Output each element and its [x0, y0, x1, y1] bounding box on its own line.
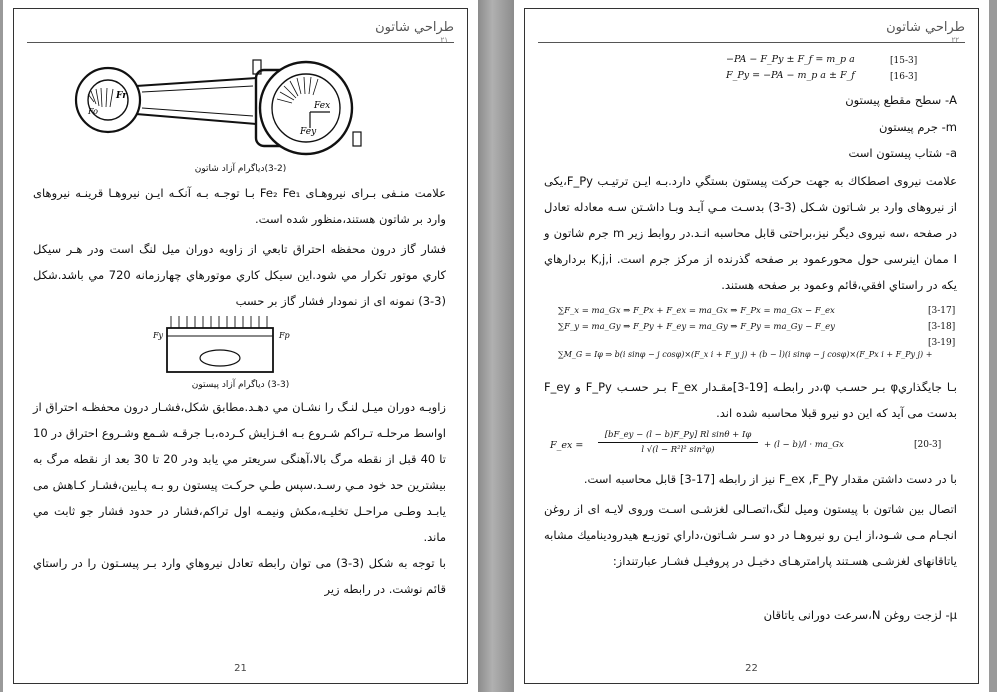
right-page-frame	[524, 8, 979, 684]
bolt-bottom	[353, 132, 361, 146]
equation-19: ∑M_G = Iφ ⇒ b(i sinφ − j cosφ)×(F_x i + F_y j) + (b − l)(i sinφ − j cosφ)×(F_Px i + F_Py j) +	[558, 350, 933, 359]
left-paragraph-4: با توجه به شكل (3-3) مى توان رابطه تعادل نيروهاي وارد بـر پيسـتون را در راستاي قائم نوشت. در رابطه زير	[33, 556, 447, 596]
equation-20-fraction	[598, 430, 758, 455]
page-gutter	[478, 0, 514, 692]
left-header-number: ۲۱	[440, 36, 448, 44]
right-paragraph-3: با در دست داشتن مقدار F_ex ,F_Py نيز از رابطه [17-3] قابل محاسبه است.	[583, 472, 957, 486]
equation-20-numerator: [bF_ey − (l − b)F_Py] Rl sinθ + Iφ	[598, 430, 758, 443]
right-page-number: 22	[745, 663, 758, 674]
equation-18: ∑F_y = ma_Gy ⇒ F_Py + F_ey = ma_Gy ⇒ F_Py = ma_Gy − F_ey	[558, 322, 835, 332]
left-paragraph-3: زاويـه دوران ميـل لنـگ را نشـان مي دهـد.مطابق شكل،فشـار درون محفظـه احتراق از اواسط مرحلـه تـراكم شـروع بـه افـزايش كـرده،بـا جرقـه شـمع وشـروع احتراق در 10 تا 40 قبل از نقطه مرگ بالا،آهنگى سريعتر مي يابد ودر 20 تا 30 بعد از نقطه مرگ به بيشترين حد خود مـي رسـد.سپس طـي حركـت پيستون رو بـه پـايين،فشـار كـاهش مى يابـد وطـى مراحـل تخليـه،مكش ونيمـه اول تراكم،فشار در حدود فشار جو ثابت مي ماند.	[33, 400, 446, 544]
definition-item-area: A- سطح مقطع پيستون	[845, 93, 957, 107]
pressure-arrows	[171, 316, 267, 328]
right-paragraph-5: μ- لزجت روغن N،سرعت دورانی یاتاقان	[763, 608, 957, 622]
right-header-title: طراحي شاتون	[886, 20, 965, 35]
connecting-rod-figure	[58, 52, 398, 160]
equation-20-number: [20-3]	[914, 440, 942, 450]
definition-item-mass: m- جرم پيستون	[878, 120, 957, 134]
label-fey: Fey	[300, 127, 317, 137]
right-page	[514, 0, 989, 692]
figure1-caption: (3-2)دیاگرام آزاد شاتون	[194, 164, 287, 174]
equation-15: −PA − F_Py ± F_f = m_p a	[726, 54, 855, 65]
label-fr: Fr	[116, 91, 127, 101]
small-end-outer	[76, 68, 140, 132]
right-paragraph-4: اتصال بين شاتون با پيستون وميل لنگ،اتصـالى لغزشـى اسـت وروى لايـه اى از روغن انجـام مـى شـود،از ايـن رو نيروهـا در دو سـر شـاتون،داراي توزيـع هيدروديناميك مشابه ياتاقانهاى لغزشـى هسـتند پارامترهـاى دخيـل در پروفيـل فشـار عبارتنداز:	[544, 502, 957, 568]
right-paragraph-1: علامت نيروى اصطكاك به جهت حركت پيستون بستگي دارد.بـه ايـن ترتيـب F_Py،يكى از نيروهاى وارد بر شـاتون شـكل (3-3) بدسـت مـي آيـد وبـا داشـتن سـه معادله تعادل در صفحه ،سه نيروى ديگر نيز،براحتى قابل محاسبه انـد.در روابط زير m جرم شاتون و I ممان اينرسى حول محورعمود بر صفحه گذرنده از مركز جرم است. K,j,i بردارهاي يكه در راستاي افقي،قائم وعمود بر صفحه هستند.	[544, 174, 957, 292]
equation-16-number: [16-3]	[890, 72, 918, 82]
equation-18-number: [3-18]	[928, 322, 956, 332]
equation-20-lhs: F_ex =	[550, 440, 584, 451]
label-fo: Fo	[88, 107, 98, 116]
right-paragraph-2: بـا جايگذاريφ بـر حسـب φ،در رابطـه [19-3]مقـدار F_ex بـر حسـب F_Py و F_ey بدست مى آيد كه اين دو نيرو قبلا محاسبه شده اند.	[544, 380, 958, 420]
equation-17-number: [3-17]	[928, 306, 956, 316]
label-fex: Fex	[314, 101, 331, 111]
left-page	[3, 0, 478, 692]
equation-20-tail: + (l − b)/l · ma_Gx	[764, 440, 844, 450]
rod-body-inner	[142, 86, 253, 116]
equation-15-number: [15-3]	[890, 56, 918, 66]
rod-body	[136, 78, 256, 124]
equation-19-number: [3-19]	[928, 338, 956, 348]
left-paragraph-2: فشار گاز درون محفظه احتراق تابعي از زاويه دوران ميل لنگ است ودر هـر سيكل كاري موتور تكرار مي شود.اين سيكل كاري موتورهاي چهارزمانه 720 مي باشد.شکل (3-3) نمونه ای از نمودار فشار گاز بر حسب	[33, 242, 446, 308]
label-fp: Fp	[279, 331, 290, 340]
equation-17: ∑F_x = ma_Gx ⇒ F_Px + F_ex = ma_Gx ⇒ F_Px = ma_Gx − F_ex	[558, 306, 835, 316]
equation-20-denominator: l √(l − R²l² sin²φ)	[641, 445, 715, 455]
left-paragraph-1: علامت منـفی بـرای نیروهـای Fe₂ Fe₁ بـا توجـه بـه آنکـه ایـن نیروهـا قرینـه نیروهای وارد بر شاتون هستند،منظور شده است.	[33, 186, 446, 226]
piston-figure	[153, 314, 303, 376]
definition-item-acceleration: a- شتاب پيستون است	[848, 146, 957, 160]
small-end-pressure-lines	[88, 88, 113, 107]
left-page-header	[27, 20, 454, 43]
left-page-number: 21	[234, 663, 247, 674]
big-end-outer	[260, 62, 352, 154]
left-header-title: طراحي شاتون	[375, 20, 454, 35]
label-fy: Fy	[153, 331, 164, 340]
right-header-number: ۲۲	[951, 36, 959, 44]
equation-16: F_Py = −PA − m_p a ± F_f	[726, 70, 855, 81]
right-page-header	[538, 20, 965, 43]
figure2-caption: (3-3) دیاگرام آزاد پیستون	[191, 380, 290, 390]
